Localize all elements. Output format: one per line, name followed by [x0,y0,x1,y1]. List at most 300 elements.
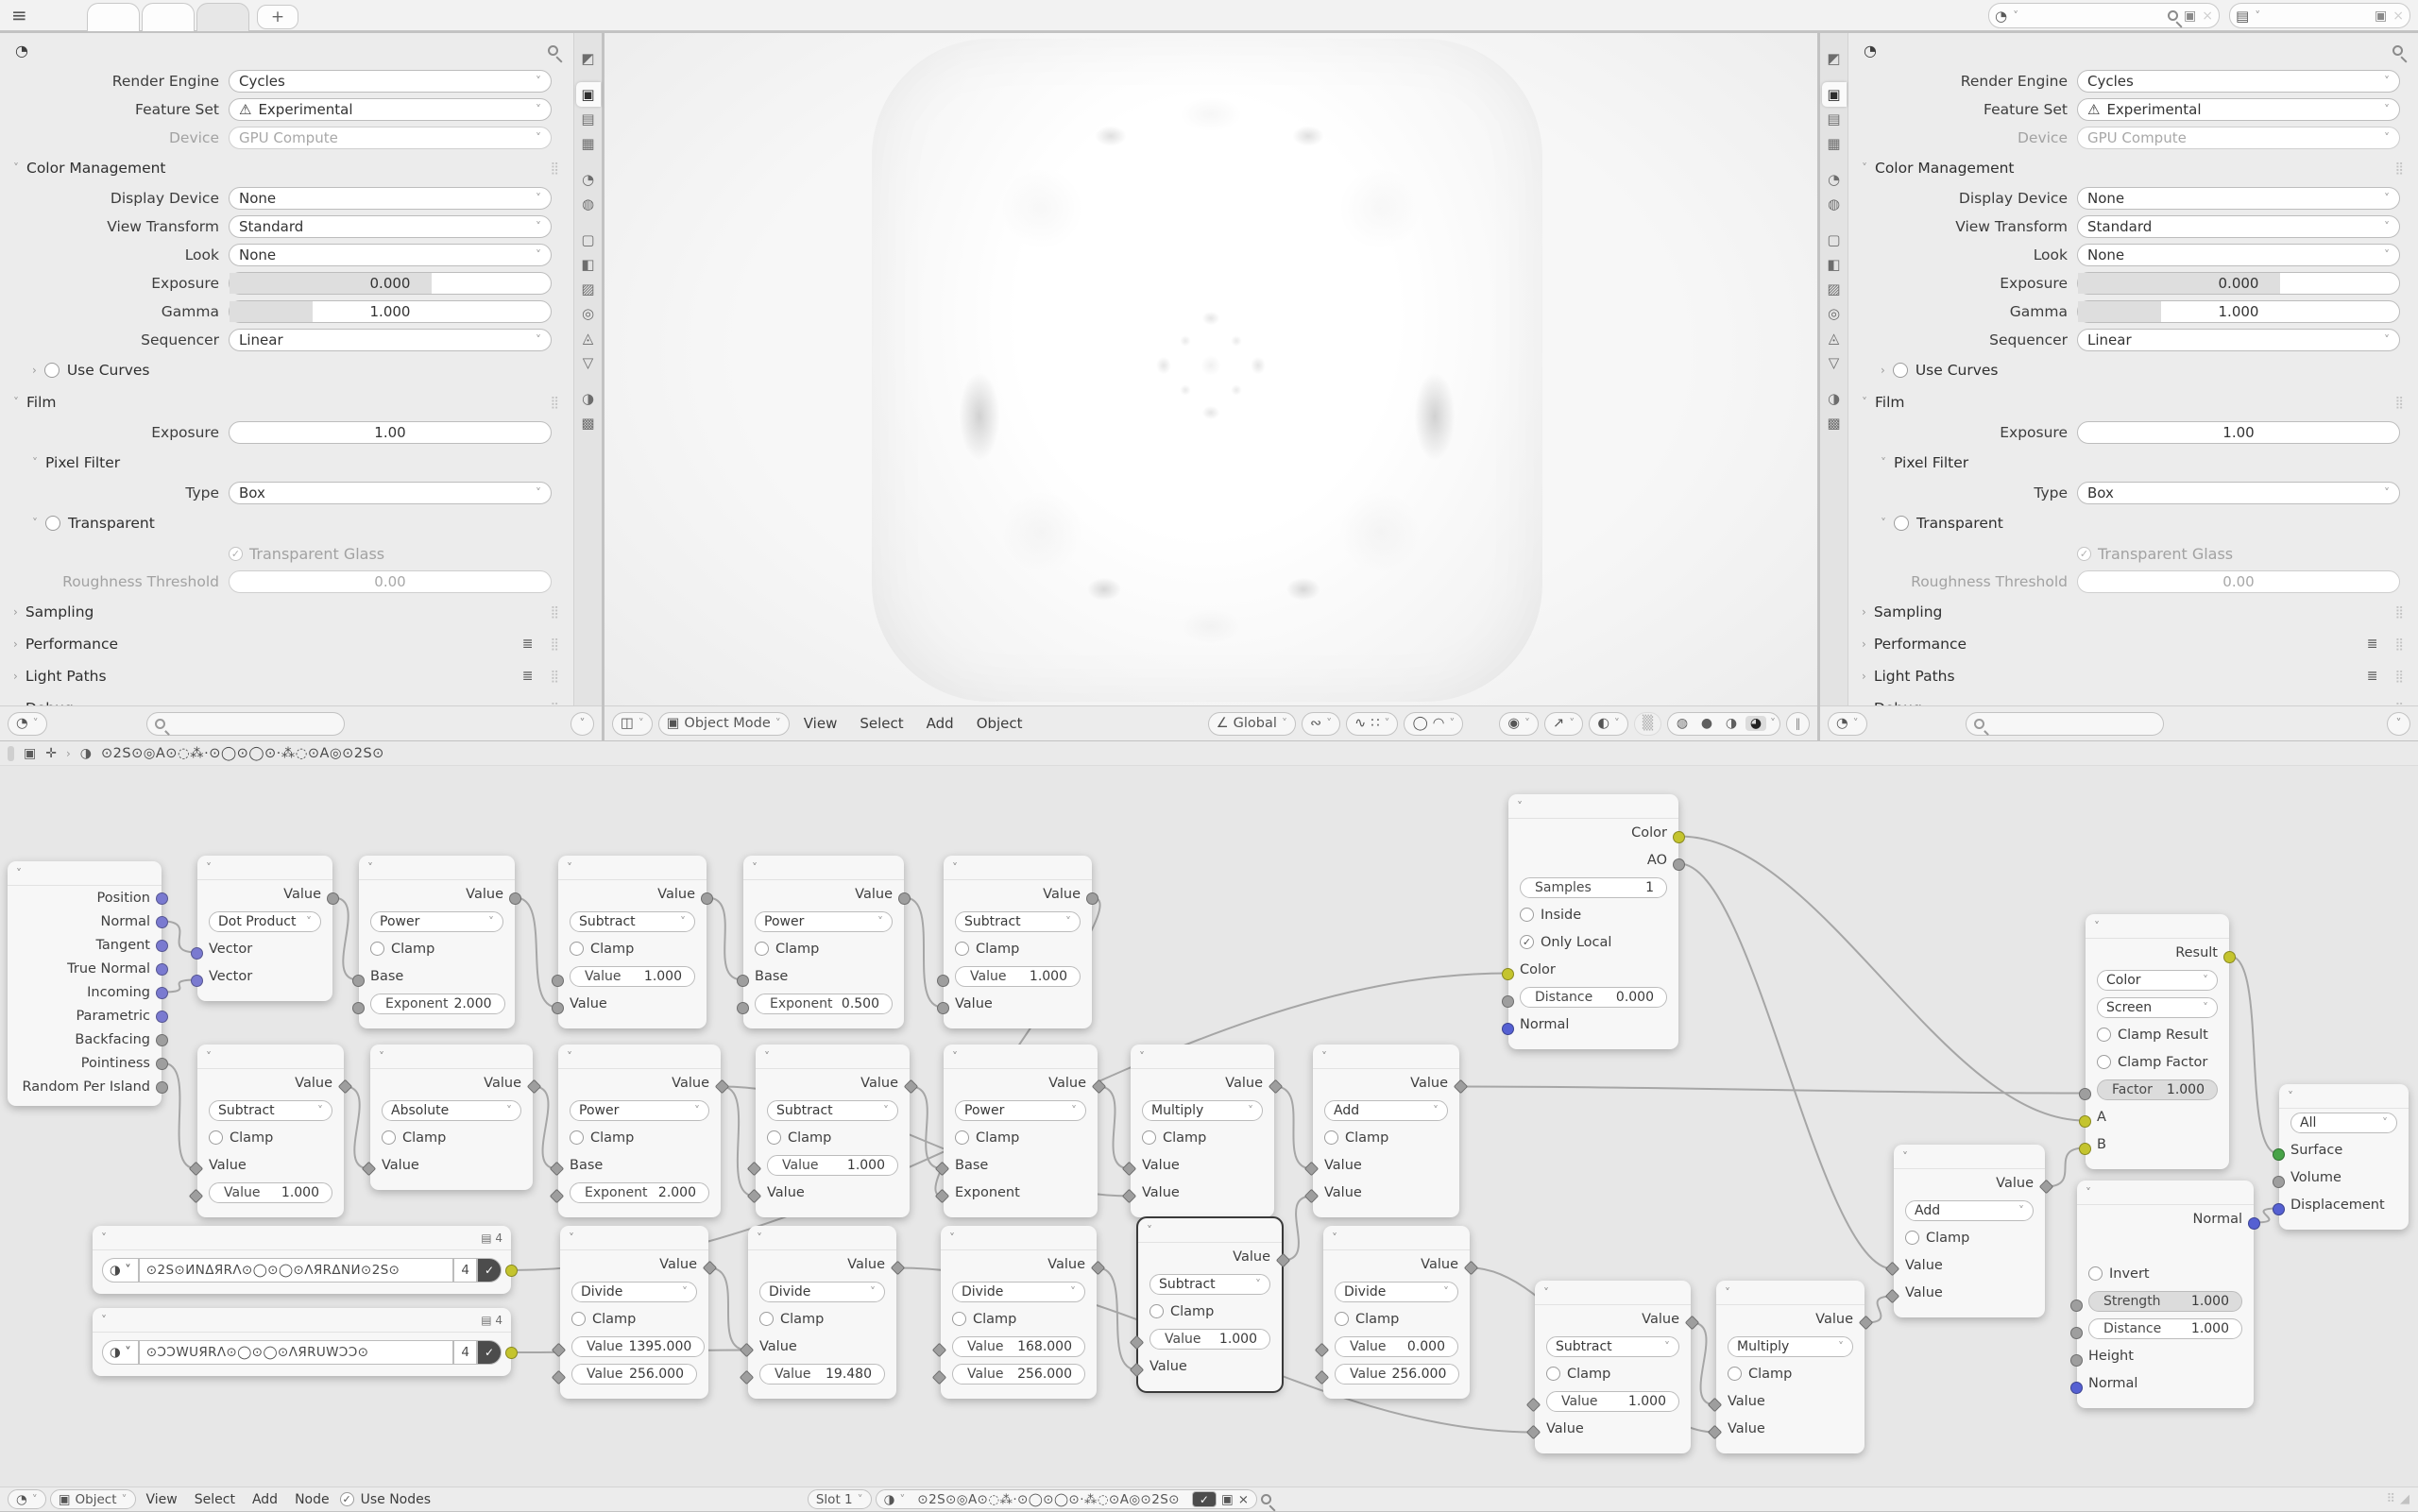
node-dropdown[interactable] [755,911,893,932]
checkbox[interactable] [1142,1130,1156,1145]
node-number-field[interactable] [1149,1329,1270,1350]
gizmos-toggle[interactable] [1544,712,1583,736]
unlink-scene-icon[interactable]: × [2202,8,2213,24]
dropdown-feature-set[interactable] [229,98,552,121]
checkbox[interactable] [1905,1231,1919,1245]
number-field-roughness-threshold[interactable] [2077,570,2400,593]
node-sub2[interactable] [944,856,1092,1028]
node-out[interactable] [2279,1084,2409,1230]
filter-options-button[interactable]: ˅ [2387,712,2410,736]
node-number-field[interactable] [1520,987,1667,1008]
tab-render-icon[interactable]: ▣ [1822,82,1847,107]
collapse-icon[interactable]: ˅ [2086,1185,2091,1199]
node-header[interactable] [944,1045,1098,1069]
node-header[interactable] [944,856,1092,880]
node-header[interactable] [748,1226,896,1250]
section-color-management[interactable] [0,152,573,184]
dropdown-view-transform[interactable] [229,215,552,238]
resize-corner-icon[interactable]: ◢ [2400,1492,2411,1506]
node-dot[interactable] [197,856,332,1001]
tab-constraints-icon[interactable]: ◬ [1828,330,1840,347]
menu-add[interactable]: Add [251,1491,279,1507]
collapse-icon[interactable]: ˅ [757,1231,762,1245]
viewport-3d[interactable] [604,33,1817,740]
node-checkbox-row[interactable] [571,1312,636,1327]
image-name-field[interactable]: ⊙ƆƆWUЯRΛ⊙◯⊙◯⊙ΛЯRUWƆƆ⊙ [139,1340,454,1365]
section-film[interactable] [0,386,573,418]
new-viewlayer-icon[interactable]: ▣ [2375,8,2388,24]
tab-modifiers-icon[interactable]: ◧ [1827,256,1841,273]
pin-icon[interactable] [1261,1494,1271,1504]
preset-list-icon[interactable]: ≣ [2366,669,2378,684]
tab-view-layer-icon[interactable]: ▦ [1827,135,1841,152]
section-checkbox[interactable] [1894,516,1909,531]
subsection-pixel-filter[interactable] [0,447,573,479]
node-dropdown[interactable] [955,1100,1086,1121]
node-header[interactable] [197,856,332,880]
node-checkbox-row[interactable] [1142,1130,1206,1146]
node-dropdown[interactable] [370,911,503,932]
node-number-field[interactable] [370,994,505,1014]
node-header[interactable] [558,1045,721,1069]
tab-scene-icon[interactable]: ◔ [1827,171,1841,188]
dropdown-device[interactable] [229,127,552,149]
tab-material-icon[interactable]: ◑ [1827,390,1841,407]
filter-options-button[interactable]: ˅ [570,712,594,736]
collapse-icon[interactable]: ˅ [379,1049,384,1063]
preset-list-icon[interactable]: ≣ [521,637,534,652]
node-gin[interactable] [8,861,162,1106]
workspace-tab[interactable] [142,3,195,31]
collapse-icon[interactable]: ˅ [1517,799,1523,813]
subsection-transparent[interactable] [0,507,573,539]
proportional-editing-toggle[interactable] [1404,712,1463,736]
collapse-icon[interactable]: ˅ [952,860,958,875]
slider-exposure[interactable] [229,272,552,295]
node-checkbox-row[interactable] [759,1312,824,1327]
node-number-field[interactable] [570,1182,709,1203]
material-slot-dropdown[interactable] [808,1489,872,1509]
collapse-icon[interactable]: ˅ [569,1231,574,1245]
node-div2[interactable] [748,1226,896,1399]
checkbox-row[interactable] [229,545,552,563]
pin-icon[interactable] [2392,45,2403,56]
scene-selector[interactable] [1988,3,2220,28]
node-bump[interactable] [2077,1181,2254,1408]
node-subC[interactable] [1138,1218,1282,1391]
dropdown-look[interactable] [2077,244,2400,266]
node-tex2[interactable] [93,1308,511,1376]
section-performance[interactable] [0,628,573,660]
output-socket[interactable] [505,1347,518,1359]
checkbox[interactable] [1335,1312,1349,1326]
collapse-icon[interactable]: ˅ [752,860,758,875]
checkbox[interactable] [382,1130,396,1145]
node-dropdown[interactable] [1149,1274,1270,1295]
node-header[interactable] [1138,1218,1282,1243]
tab-world-icon[interactable]: ◍ [1827,195,1841,212]
collapse-icon[interactable]: ˅ [1332,1231,1337,1245]
checkbox[interactable] [1520,908,1534,922]
tab-physics-icon[interactable]: ◎ [1827,305,1841,322]
node-dropdown[interactable] [955,911,1081,932]
node-checkbox-row[interactable] [1324,1130,1388,1146]
dropdown-type[interactable] [2077,482,2400,504]
node-dropdown[interactable] [759,1282,885,1302]
app-menu-icon[interactable]: ≡ [11,4,27,26]
node-checkbox-row[interactable] [955,1130,1019,1146]
node-checkbox-row[interactable] [2097,1055,2207,1070]
scene-name-field[interactable] [2024,4,2162,27]
node-checkbox-row[interactable] [1728,1367,1792,1382]
tab-render-icon[interactable]: ▣ [576,82,601,107]
node-header[interactable] [1313,1045,1459,1069]
region-handle[interactable] [8,746,14,761]
fake-user-shield-icon[interactable]: ✓ [1192,1491,1217,1507]
node-number-field[interactable] [571,1364,697,1385]
checkbox[interactable] [370,942,384,956]
id-selector-row[interactable] [93,1336,511,1368]
tab-particles-icon[interactable]: ▨ [581,280,595,297]
node-header[interactable] [558,856,707,880]
node-number-field[interactable] [570,966,695,987]
node-number-field[interactable] [767,1155,898,1176]
node-editor-canvas[interactable] [0,766,2418,1487]
image-name-field[interactable]: ⊙2S⊙ИNΔЯRΛ⊙◯⊙◯⊙ΛЯRΔNИ⊙2S⊙ [139,1258,454,1283]
collapse-icon[interactable]: ˅ [206,860,212,875]
tab-view-layer-icon[interactable]: ▦ [581,135,595,152]
node-dropdown[interactable] [570,911,695,932]
node-dropdown[interactable] [767,1100,898,1121]
node-checkbox-row[interactable] [952,1312,1016,1327]
node-absA[interactable] [370,1045,533,1190]
node-checkbox-row[interactable] [1905,1231,1969,1246]
tab-constraints-icon[interactable]: ◬ [582,330,594,347]
browse-image-button[interactable]: ◑ ˅ [102,1258,139,1283]
checkbox[interactable] [340,1492,354,1506]
node-dropdown[interactable] [209,1100,332,1121]
checkbox[interactable] [570,942,584,956]
node-checkbox-row[interactable] [570,1130,634,1146]
collapse-icon[interactable]: ˅ [2094,919,2100,933]
checkbox[interactable] [209,1130,223,1145]
shading-solid-button[interactable]: ● [1700,716,1713,731]
tab-output-icon[interactable]: ▤ [1827,110,1841,127]
node-dropdown[interactable] [1728,1336,1853,1357]
fake-user-shield-icon[interactable]: ✓ [477,1340,502,1365]
section-sampling[interactable] [0,596,573,628]
node-number-field[interactable] [2088,1318,2242,1339]
section-film[interactable] [1848,386,2418,418]
node-div1[interactable] [560,1226,708,1399]
node-multB[interactable] [1716,1281,1865,1453]
tab-scene-icon[interactable]: ◔ [581,171,595,188]
checkbox[interactable] [571,1312,586,1326]
dropdown-sequencer[interactable] [2077,329,2400,351]
editor-type-button[interactable] [1828,712,1867,736]
checkbox[interactable] [2097,1055,2111,1069]
section-light-paths[interactable] [0,660,573,692]
node-subA[interactable] [197,1045,344,1217]
rendered-object[interactable] [872,39,1542,702]
dropdown-device[interactable] [2077,127,2400,149]
section-checkbox[interactable] [45,516,60,531]
collapse-icon[interactable]: ˅ [567,1049,572,1063]
node-header[interactable] [1508,794,1678,819]
fake-user-shield-icon[interactable]: ✓ [477,1258,502,1283]
checkbox-row[interactable] [2077,545,2400,563]
collapse-icon[interactable]: ˅ [1902,1149,1908,1164]
node-dropdown[interactable] [209,911,321,932]
pin-icon[interactable] [2168,10,2178,21]
collapse-icon[interactable]: ˅ [2288,1089,2293,1103]
section-color-management[interactable] [1848,152,2418,184]
node-number-field[interactable] [2097,1079,2218,1100]
node-checkbox-row[interactable] [382,1130,446,1146]
checkbox[interactable] [2077,547,2091,561]
checkbox[interactable] [767,1130,781,1145]
xray-toggle[interactable] [1634,712,1661,736]
tab-material-icon[interactable]: ◑ [581,390,595,407]
node-addB[interactable] [1894,1145,2045,1317]
node-subD[interactable] [1535,1281,1691,1453]
editor-type-button[interactable] [8,712,47,736]
node-number-field[interactable] [1520,877,1667,898]
node-header[interactable] [370,1045,533,1069]
mode-dropdown[interactable] [658,712,790,736]
menu-view[interactable]: View [145,1491,178,1507]
node-dropdown[interactable] [1905,1200,2034,1221]
node-header[interactable] [93,1308,511,1333]
node-dropdown[interactable] [2290,1113,2397,1133]
snapping-toggle[interactable] [1346,712,1398,736]
tab-modifiers-icon[interactable]: ◧ [581,256,595,273]
pause-render-button[interactable]: ‖ [1786,712,1810,736]
section-light-paths[interactable] [1848,660,2418,692]
node-powB[interactable] [944,1045,1098,1217]
collapse-icon[interactable]: ˅ [101,1231,107,1245]
subsection-use-curves[interactable] [0,354,573,386]
collapse-icon[interactable]: ˅ [764,1049,770,1063]
subsection-use-curves[interactable] [1848,354,2418,386]
node-pow2[interactable] [743,856,904,1028]
tab-object-icon[interactable]: ▢ [581,231,595,248]
node-addA[interactable] [1313,1045,1459,1217]
checkbox[interactable] [2088,1266,2103,1281]
collapse-icon[interactable]: ˅ [367,860,373,875]
slider-gamma[interactable] [2077,300,2400,323]
shader-type-dropdown[interactable] [50,1489,136,1509]
editor-type-button[interactable] [8,1489,46,1509]
menu-node[interactable]: Node [295,1491,330,1507]
new-scene-icon[interactable]: ▣ [2184,8,2197,24]
menu-add[interactable]: Add [926,715,954,732]
viewlayer-selector[interactable] [2229,3,2410,28]
dropdown-look[interactable] [229,244,552,266]
tab-texture-icon[interactable]: ▩ [1827,415,1841,432]
node-multA[interactable] [1131,1045,1274,1217]
node-checkbox-row[interactable] [570,942,634,957]
user-count-badge[interactable]: 4 [453,1258,477,1283]
node-tex1[interactable] [93,1226,511,1294]
tab-output-icon[interactable]: ▤ [581,110,595,127]
dropdown-display-device[interactable] [229,187,552,210]
node-number-field[interactable] [755,994,893,1014]
node-header[interactable] [1716,1281,1865,1305]
collapse-icon[interactable]: ˅ [16,866,22,880]
shading-material-preview-button[interactable]: ◑ [1725,716,1738,731]
node-dropdown[interactable] [952,1282,1085,1302]
menu-object[interactable]: Object [976,715,1023,732]
checkbox[interactable] [1520,935,1534,949]
menu-select[interactable]: Select [194,1491,235,1507]
collapse-icon[interactable]: ˅ [1139,1049,1145,1063]
checkbox[interactable] [955,942,969,956]
collapse-icon[interactable]: ˅ [1543,1285,1549,1300]
workspace-tab[interactable] [87,3,140,31]
node-checkbox-row[interactable] [1520,935,1611,950]
collapse-icon[interactable]: ˅ [567,860,572,875]
viewlayer-name-field[interactable] [2266,4,2369,27]
node-dropdown[interactable] [570,1100,709,1121]
node-header[interactable] [756,1045,910,1069]
output-socket[interactable] [505,1265,518,1277]
node-powA[interactable] [558,1045,721,1217]
node-checkbox-row[interactable] [370,942,434,957]
node-header[interactable] [197,1045,344,1069]
checkbox[interactable] [2097,1028,2111,1042]
node-dropdown[interactable] [571,1282,697,1302]
tab-texture-icon[interactable]: ▩ [581,415,595,432]
checkbox[interactable] [955,1130,969,1145]
node-dropdown[interactable] [382,1100,521,1121]
dropdown-sequencer[interactable] [229,329,552,351]
pin-icon[interactable] [548,45,558,56]
node-checkbox-row[interactable] [767,1130,831,1146]
section-checkbox[interactable] [44,363,60,378]
node-dropdown[interactable] [1142,1100,1263,1121]
id-selector-row[interactable] [93,1254,511,1286]
dropdown-view-transform[interactable] [2077,215,2400,238]
dropdown-display-device[interactable] [2077,187,2400,210]
node-checkbox-row[interactable] [1520,908,1581,923]
checkbox[interactable] [1728,1367,1742,1381]
number-field-exposure[interactable] [229,421,552,444]
checkbox[interactable] [759,1312,774,1326]
properties-search-input[interactable] [1966,712,2164,736]
material-id-selector[interactable] [876,1489,1257,1509]
node-header[interactable] [560,1226,708,1250]
node-dropdown[interactable] [1546,1336,1679,1357]
node-checkbox-row[interactable] [209,1130,273,1146]
preset-list-icon[interactable]: ≣ [2366,637,2378,652]
new-material-icon[interactable]: ▣ [1220,1491,1234,1507]
checkbox[interactable] [1546,1367,1560,1381]
node-dropdown[interactable] [1335,1282,1458,1302]
dropdown-feature-set[interactable] [2077,98,2400,121]
node-sub1[interactable] [558,856,707,1028]
node-header[interactable] [1323,1226,1470,1250]
node-checkbox-row[interactable] [1149,1304,1214,1319]
node-checkbox-row[interactable] [1335,1312,1399,1327]
node-number-field[interactable] [209,1182,332,1203]
slider-exposure[interactable] [2077,272,2400,295]
node-dropdown[interactable] [2097,997,2218,1018]
node-dropdown[interactable] [1324,1100,1448,1121]
checkbox[interactable] [229,547,243,561]
node-header[interactable] [2077,1181,2254,1205]
node-number-field[interactable] [571,1336,705,1357]
node-pow1[interactable] [359,856,515,1028]
node-header[interactable] [743,856,904,880]
checkbox[interactable] [1324,1130,1338,1145]
node-header[interactable] [1131,1045,1274,1069]
node-number-field[interactable] [2088,1291,2242,1312]
preset-list-icon[interactable]: ≣ [521,669,534,684]
slider-gamma[interactable] [229,300,552,323]
node-header[interactable] [2086,914,2229,939]
node-div4[interactable] [1323,1226,1470,1399]
workspace-tab[interactable] [196,3,249,31]
tab-tool-icon[interactable]: ◩ [1827,50,1841,67]
tab-world-icon[interactable]: ◍ [581,195,595,212]
collapse-icon[interactable]: ˅ [1147,1223,1152,1237]
checkbox[interactable] [755,942,769,956]
remove-viewlayer-icon[interactable]: × [2392,8,2404,24]
section-performance[interactable] [1848,628,2418,660]
user-count-badge[interactable]: 4 [453,1340,477,1365]
use-nodes-toggle[interactable] [340,1492,431,1507]
material-name-field[interactable]: ⊙2S⊙◎A⊙◌⁂·⊙◯⊙◯⊙·⁂◌⊙A◎⊙2S⊙ [917,1491,1180,1507]
checkbox[interactable] [952,1312,966,1326]
tab-tool-icon[interactable]: ◩ [581,50,595,67]
shading-rendered-button[interactable]: ◕ [1745,716,1766,731]
node-number-field[interactable] [1335,1364,1459,1385]
collapse-icon[interactable]: ˅ [952,1049,958,1063]
browse-image-button[interactable]: ◑ ˅ [102,1340,139,1365]
section-checkbox[interactable] [1893,363,1908,378]
node-number-field[interactable] [1335,1336,1458,1357]
node-number-field[interactable] [952,1364,1085,1385]
shading-wireframe-button[interactable]: ◍ [1676,716,1689,731]
subsection-transparent[interactable] [1848,507,2418,539]
node-header[interactable] [8,861,162,886]
collapse-icon[interactable]: ˅ [949,1231,955,1245]
subsection-pixel-filter[interactable] [1848,447,2418,479]
snap-target-dropdown[interactable] [1302,712,1340,736]
node-header[interactable] [2279,1084,2409,1109]
node-header[interactable] [359,856,515,880]
node-checkbox-row[interactable] [955,942,1019,957]
collapse-icon[interactable]: ˅ [1725,1285,1730,1300]
number-field-exposure[interactable] [2077,421,2400,444]
node-header[interactable] [1894,1145,2045,1169]
collapse-icon[interactable]: ˅ [206,1049,212,1063]
visibility-dropdown[interactable] [1499,712,1539,736]
node-number-field[interactable] [955,966,1081,987]
tab-object-icon[interactable]: ▢ [1827,231,1841,248]
unlink-material-icon[interactable]: × [1237,1491,1250,1507]
node-mix[interactable] [2086,914,2229,1169]
node-number-field[interactable] [759,1364,885,1385]
node-dropdown[interactable] [2097,970,2218,991]
properties-search-input[interactable] [146,712,345,736]
checkbox[interactable] [1149,1304,1164,1318]
collapse-icon[interactable]: ˅ [101,1313,107,1327]
node-ao[interactable] [1508,794,1678,1049]
node-number-field[interactable] [1546,1391,1679,1412]
node-subB[interactable] [756,1045,910,1217]
